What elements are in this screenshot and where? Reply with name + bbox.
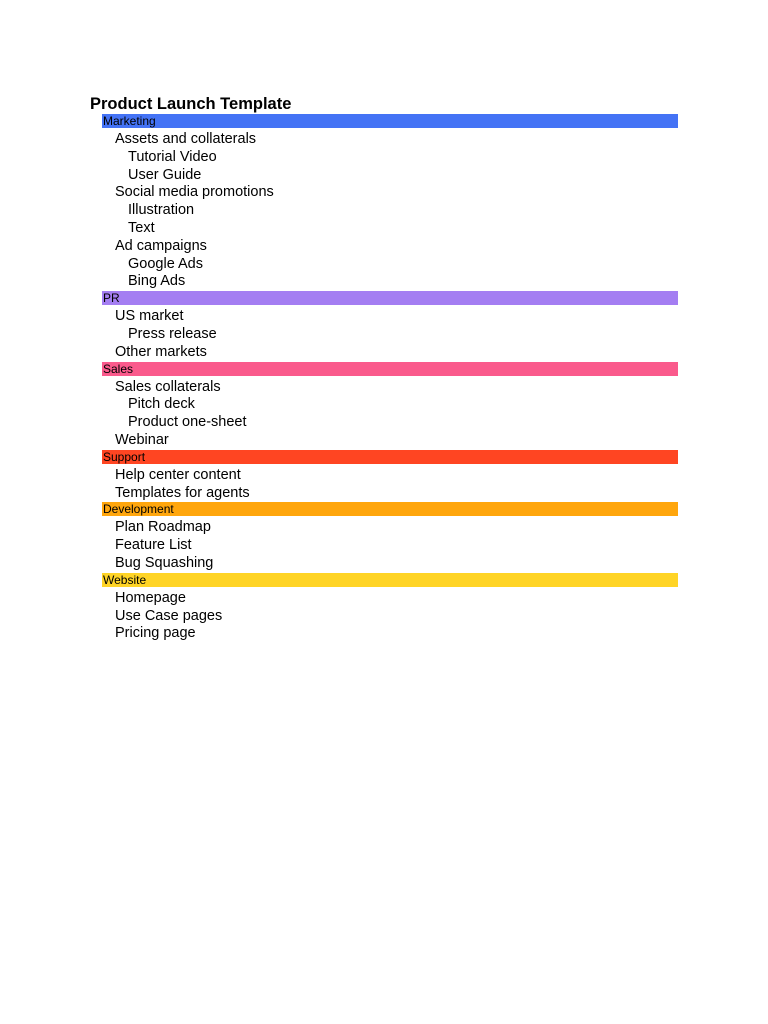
section-header-pr: PR [102, 291, 678, 305]
outline-item: Help center content [115, 466, 241, 483]
outline-item: Templates for agents [115, 484, 250, 501]
outline-item: Pricing page [115, 625, 196, 642]
outline-subitem: User Guide [128, 166, 202, 183]
section-header-website: Website [102, 573, 678, 587]
outline-item: Social media promotions [115, 184, 274, 201]
section-header-sales: Sales [102, 362, 678, 376]
outline-item: Webinar [115, 431, 169, 448]
outline-item: Sales collaterals [115, 378, 221, 395]
outline-subitem: Google Ads [128, 255, 203, 272]
outline-subitem: Text [128, 219, 155, 236]
outline-subitem: Bing Ads [128, 273, 186, 290]
outline-subitem: Pitch deck [128, 396, 195, 413]
outline-subitem: Illustration [128, 202, 195, 219]
outline-subitem: Press release [128, 325, 217, 342]
outline-item: Bug Squashing [115, 554, 214, 571]
section-header-support: Support [102, 450, 678, 464]
outline-item: Other markets [115, 343, 207, 360]
section-header-marketing: Marketing [102, 114, 678, 128]
outline-item: Ad campaigns [115, 237, 207, 254]
outline-item: Homepage [115, 589, 186, 606]
outline-item: US market [115, 308, 184, 325]
outline-item: Plan Roadmap [115, 519, 211, 536]
outline-item: Assets and collaterals [115, 131, 257, 147]
section-header-development: Development [102, 502, 678, 516]
outline [102, 114, 678, 643]
outline-subitem: Tutorial Video [128, 148, 217, 165]
document-title: Product Launch Template [90, 95, 292, 113]
outline-item: Feature List [115, 537, 192, 554]
outline-subitem: Product one-sheet [128, 414, 247, 431]
outline-item: Use Case pages [115, 607, 223, 624]
